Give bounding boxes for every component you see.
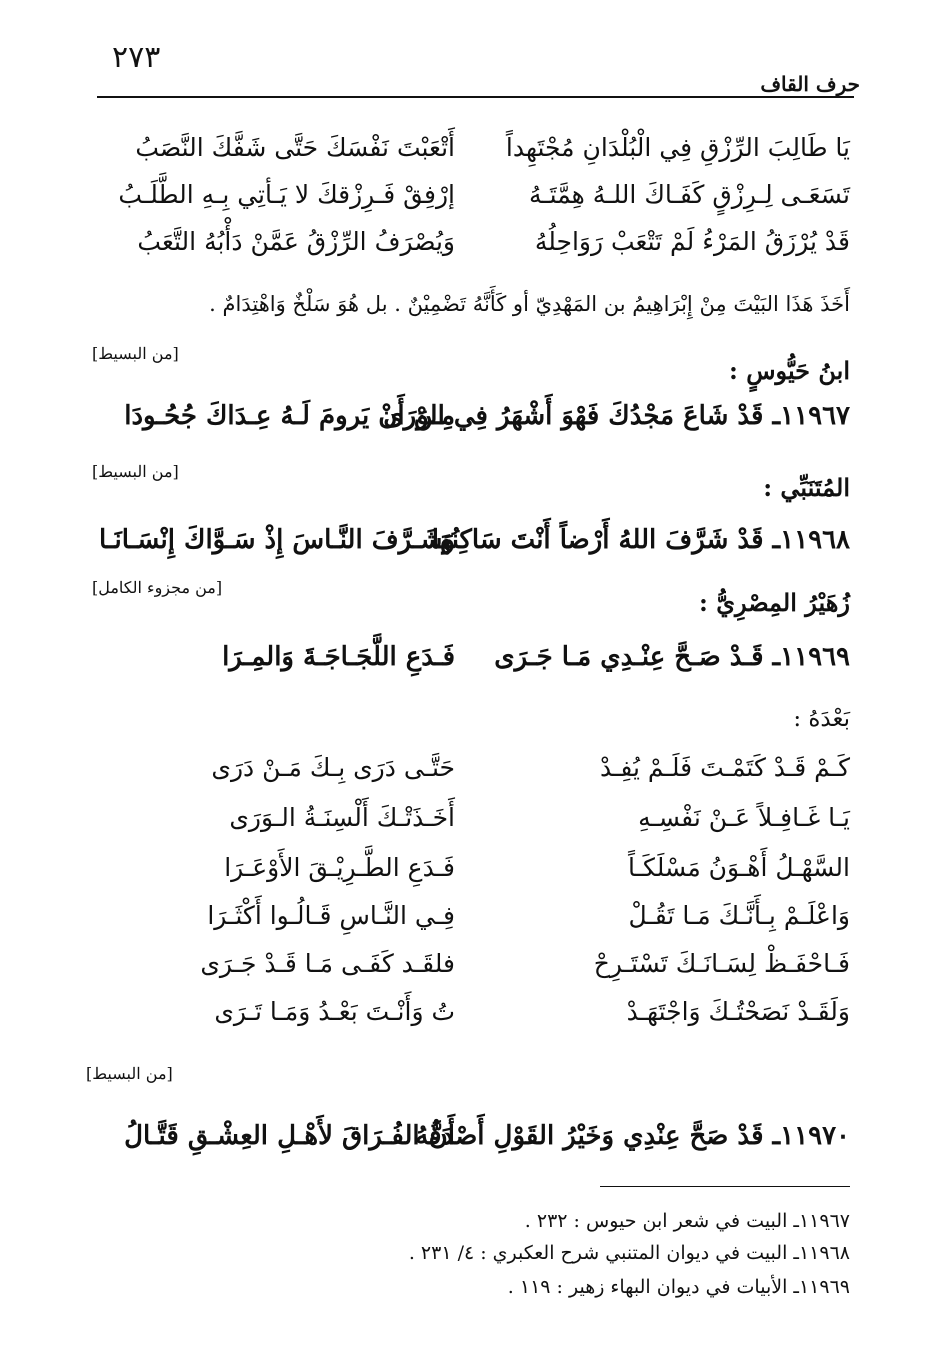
verse-second-hemistich: وَشَـرَّفَ النَّـاسَ إِذْ سَـوَّاكَ إِنْسَـانَـا [99,525,455,555]
verse-first-hemistich: فَـاحْفَـظْ لِسَـانَـكَ تَسْتَـرِحْ [593,949,850,978]
verse-line [100,128,850,168]
verse-line [100,944,850,984]
verse-line [100,896,850,936]
verse-line [100,748,850,788]
verse-second-hemistich: مِـنْ أَنْ يَرومَ لَـهُ عِـدَاكَ جُحُـودَا [124,401,455,431]
verse-first-hemistich: يَـا غَـافِـلاً عَـنْ نَفْسِـهِ [638,803,850,832]
verse-first-hemistich: قَدْ يُرْزَقُ المَرْءُ لَمْ تَتْعَبْ رَوَاحِلُهُ [534,227,850,256]
verse-line [100,222,850,262]
meter-label: [من البسيط] [86,1064,173,1083]
verse-first-hemistich: ١١٩٦٩ـ قَـدْ صَـحَّ عِنْـدِي مَـا جَـرَى [494,642,850,672]
footnote-rule [600,1186,850,1187]
prose-note: أَخَذَ هَذَا البَيْتَ مِنْ إِبْرَاهِيمُ بن المَهْدِيّ أو كَأَنَّهُ تَضْمِيْنٌ . بل هُوَ سَلْخٌ وَاهْتِدَامٌ . [209,292,850,316]
continuation-label: بَعْدَهُ : [793,706,850,732]
footnote: ١١٩٦٧ـ البيت في شعر ابن حيوس : ٢٣٢ . [524,1210,850,1232]
header-rule [97,96,854,98]
verse-second-hemistich: أَنَّ الفُـرَاقَ لأَهْـلِ العِشْـقِ قَتَّـالُ [124,1121,455,1151]
verse-line [100,175,850,215]
verse-second-hemistich: فِـي النَّـاسِ قَـالُـوا أَكْثَـرَا [207,901,455,930]
verse-first-hemistich: تَسَعَـى لِـرِزْقٍ كَفَـاكَ اللـهُ هِمَّتَـهُ [528,180,850,209]
verse-first-hemistich: ١١٩٧٠ـ قَدْ صَحَّ عِنْدِي وَخَيْرُ القَوْلِ أَصْدَقُهُ [415,1121,850,1151]
footnote: ١١٩٦٨ـ البيت في ديوان المتنبي شرح العكبري : ٤/ ٢٣١ . [408,1242,850,1264]
verse-first-hemistich: وَلَقَـدْ نَصَحْتُـكَ وَاجْتَهَـدْ [626,997,850,1026]
verse-second-hemistich: إرْفِقْ فَـرِزْقكَ لا يَـأتِي بِـهِ الطَّلَـبُ [118,180,455,209]
poet-name: زُهَيْرُ المِصْرِيُّ : [699,588,850,617]
meter-label: [من مجزوء الكامل] [92,578,223,597]
verse-first-hemistich: السَّهْـلُ أَهْـوَنُ مَسْلَكَـاً [628,853,850,882]
verse-line [100,1116,850,1156]
verse-second-hemistich: فَـدَعِ الطَّـرِيْـقَ الأَوْعَـرَا [224,853,455,882]
verse-line [100,848,850,888]
verse-line [100,798,850,838]
verse-line [100,520,850,560]
verse-second-hemistich: أَخَـذَتْـكَ أَلْسِنَـةُ الـوَرَى [229,803,455,832]
verse-first-hemistich: ١١٩٦٧ـ قَدْ شَاعَ مَجْدُكَ فَهْوَ أَشْهَرُ فِي الوَرَى [383,401,850,431]
page-number: ٢٧٣ [112,40,161,75]
verse-second-hemistich: فلقَـد كَفَـى مَـا قَـدْ جَـرَى [200,949,455,978]
meter-label: [من البسيط] [92,344,179,363]
verse-first-hemistich: وَاعْلَـمْ بِـأَنَّـكَ مَـا تَقُـلْ [628,901,850,930]
verse-first-hemistich: كَـمْ قَـدْ كَتَمْـتَ فَلَـمْ يُفِـدْ [599,753,850,782]
verse-second-hemistich: فَـدَعِ اللَّجَـاجَـةَ وَالمِـرَا [222,642,455,672]
verse-first-hemistich: ١١٩٦٨ـ قَدْ شَرَّفَ اللهُ أَرْضاً أَنْتَ سَاكِنُهَا [431,525,850,555]
verse-second-hemistich: أَتْعَبْتَ نَفْسَكَ حَتَّى شَفَّكَ النَّصَبُ [135,133,455,162]
verse-line [100,637,850,677]
verse-second-hemistich: وَيُصْرَفُ الرِّزْقُ عَمَّنْ دَأْبُهُ التَّعَبُ [137,227,455,256]
verse-line [100,396,850,436]
verse-line [100,992,850,1032]
verse-second-hemistich: حَتَّـى دَرَى بِـكَ مَـنْ دَرَى [211,753,455,782]
verse-second-hemistich: تُ وَأَنْـتَ بَعْـدُ وَمَـا تَـرَى [214,997,455,1026]
poet-name: المُتَنَبِّي : [763,473,850,502]
meter-label: [من البسيط] [92,462,179,481]
verse-first-hemistich: يَا طَالِبَ الرِّزْقِ فِي الْبُلْدَانِ مُجْتَهِداً [505,133,850,162]
poet-name: ابنُ حَيُّوسٍ : [729,356,850,385]
chapter-title: حرف القاف [760,72,860,96]
footnote: ١١٩٦٩ـ الأبيات في ديوان البهاء زهير : ١١٩ . [507,1276,850,1298]
